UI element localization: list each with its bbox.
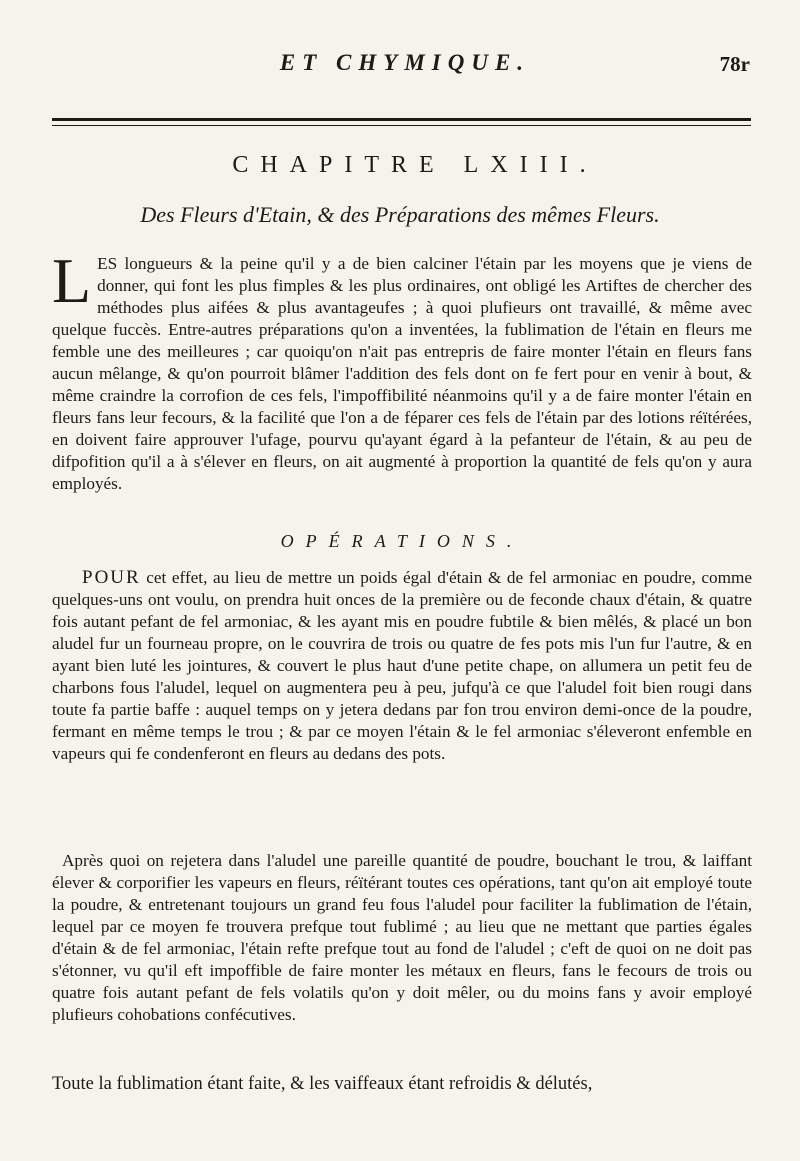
paragraph-continuation-text: Après quoi on rejetera dans l'aludel une pareille quantité de poudre, bouchant le trou, & laiffant élever & corporifier les vapeurs en fleurs, réïtérant toutes ces opérations, tant qu'on ait employé toute la poudre, & entretenant toujours un grand feu fous l'aludel pour faciliter la fublimation de l'étain, lequel par ce moyen fe trouvera prefque tout fublimé ; au lieu que ne mettant que parties égales d'étain & de fel armoniac, l'étain refte prefque tout au fond de l'aludel ; c'eft de quoi on ne doit pas s'étonner, vu qu'il eft impoffible de faire monter les métaux en fleurs, fans le fecours de trois ou quatre fois autant pefant de fels volatils qu'on y doit mêler, ou du moins fans y avoir employé plufieurs cohobations confécutives. — [52, 851, 752, 1025]
paragraph-intro-text: ES longueurs & la peine qu'il y a de bien calciner l'étain par les moyens que je viens de donner, qui font les plus fimples & les plus ordinaires, ont obligé les Artiftes de chercher des méthodes plus aifées & plus avantageufes ; à quoi plufieurs ont travaillé, & même avec quelque fuccès. Entre-autres préparations qu'on a inventées, la fublimation de l'étain en fleurs me femble une des meilleures ; car quoiqu'on n'ait pas entrepris de faire monter l'étain en fleurs fans aucun mêlange, & qu'on pourroit blâmer l'addition des fels dont on fe fert pour en venir à bout, & même craindre la corrofion de ces fels, l'impoffibilité néanmoins qu'il y a de faire monter l'étain en fleurs fans leur fecours, & la facilité que l'on a de féparer ces fels de l'étain par des lotions réïtérées, en doivent faire approuver l'ufage, pourvu qu'ayant égard à la pefanteur de l'étain, & au peu de difpofition qu'il a à s'élever en fleurs, on ait augmenté à proportion la quantité de fels qu'on y aura employés. — [52, 254, 752, 494]
running-head — [60, 50, 750, 90]
paragraph-operations — [52, 567, 752, 765]
operations-heading: OPÉRATIONS. — [280, 531, 524, 551]
paragraph-continuation — [52, 850, 752, 1026]
paragraph-operations-text: cet effet, au lieu de mettre un poids égal d'étain & de fel armoniac en poudre, comme quelques-uns ont voulu, on prendra huit onces de la première ou de feconde chaux d'étain, & quatre fois autant pefant de fel armoniac, & les ayant mis en poudre fubtile & bien mêlés, & placé un bon aludel fur un fourneau propre, on le couvrira de trois ou quatre de fes pots mis l'un fur l'autre, & en ayant bien luté les jointures, & couvert le plus haut d'une petite chape, on allumera un petit feu de charbons fous l'aludel, lequel on augmentera peu à peu, jufqu'à ce que l'aludel foit bien rougi dans toute fa partie baffe : auquel temps on y jetera dedans par fon trou environ demi-once de la poudre, fermant en même temps le trou ; & par ce moyen l'étain & le fel armoniac s'éleveront enfemble en vapeurs qui fe condenferont en fleurs au dedans des pots. — [52, 568, 752, 764]
paragraph-intro — [52, 245, 752, 496]
header-rule-thin — [52, 125, 751, 126]
paragraph-final — [52, 1073, 752, 1095]
paragraph-operations-body — [52, 567, 752, 765]
paragraph-lead-word: POUR — [82, 567, 141, 588]
header-rule — [52, 118, 751, 121]
chapter-heading: CHAPITRE LXIII. — [232, 152, 598, 178]
paragraph-final-text: Toute la fublimation étant faite, & les vaiffeaux étant refroidis & délutés, — [52, 1074, 593, 1094]
running-title: ET CHYMIQUE. — [279, 50, 531, 75]
page-number: 78r — [719, 52, 750, 76]
drop-cap: L — [52, 245, 92, 316]
section-title: Des Fleurs d'Etain, & des Préparations des mêmes Fleurs. — [140, 202, 660, 227]
